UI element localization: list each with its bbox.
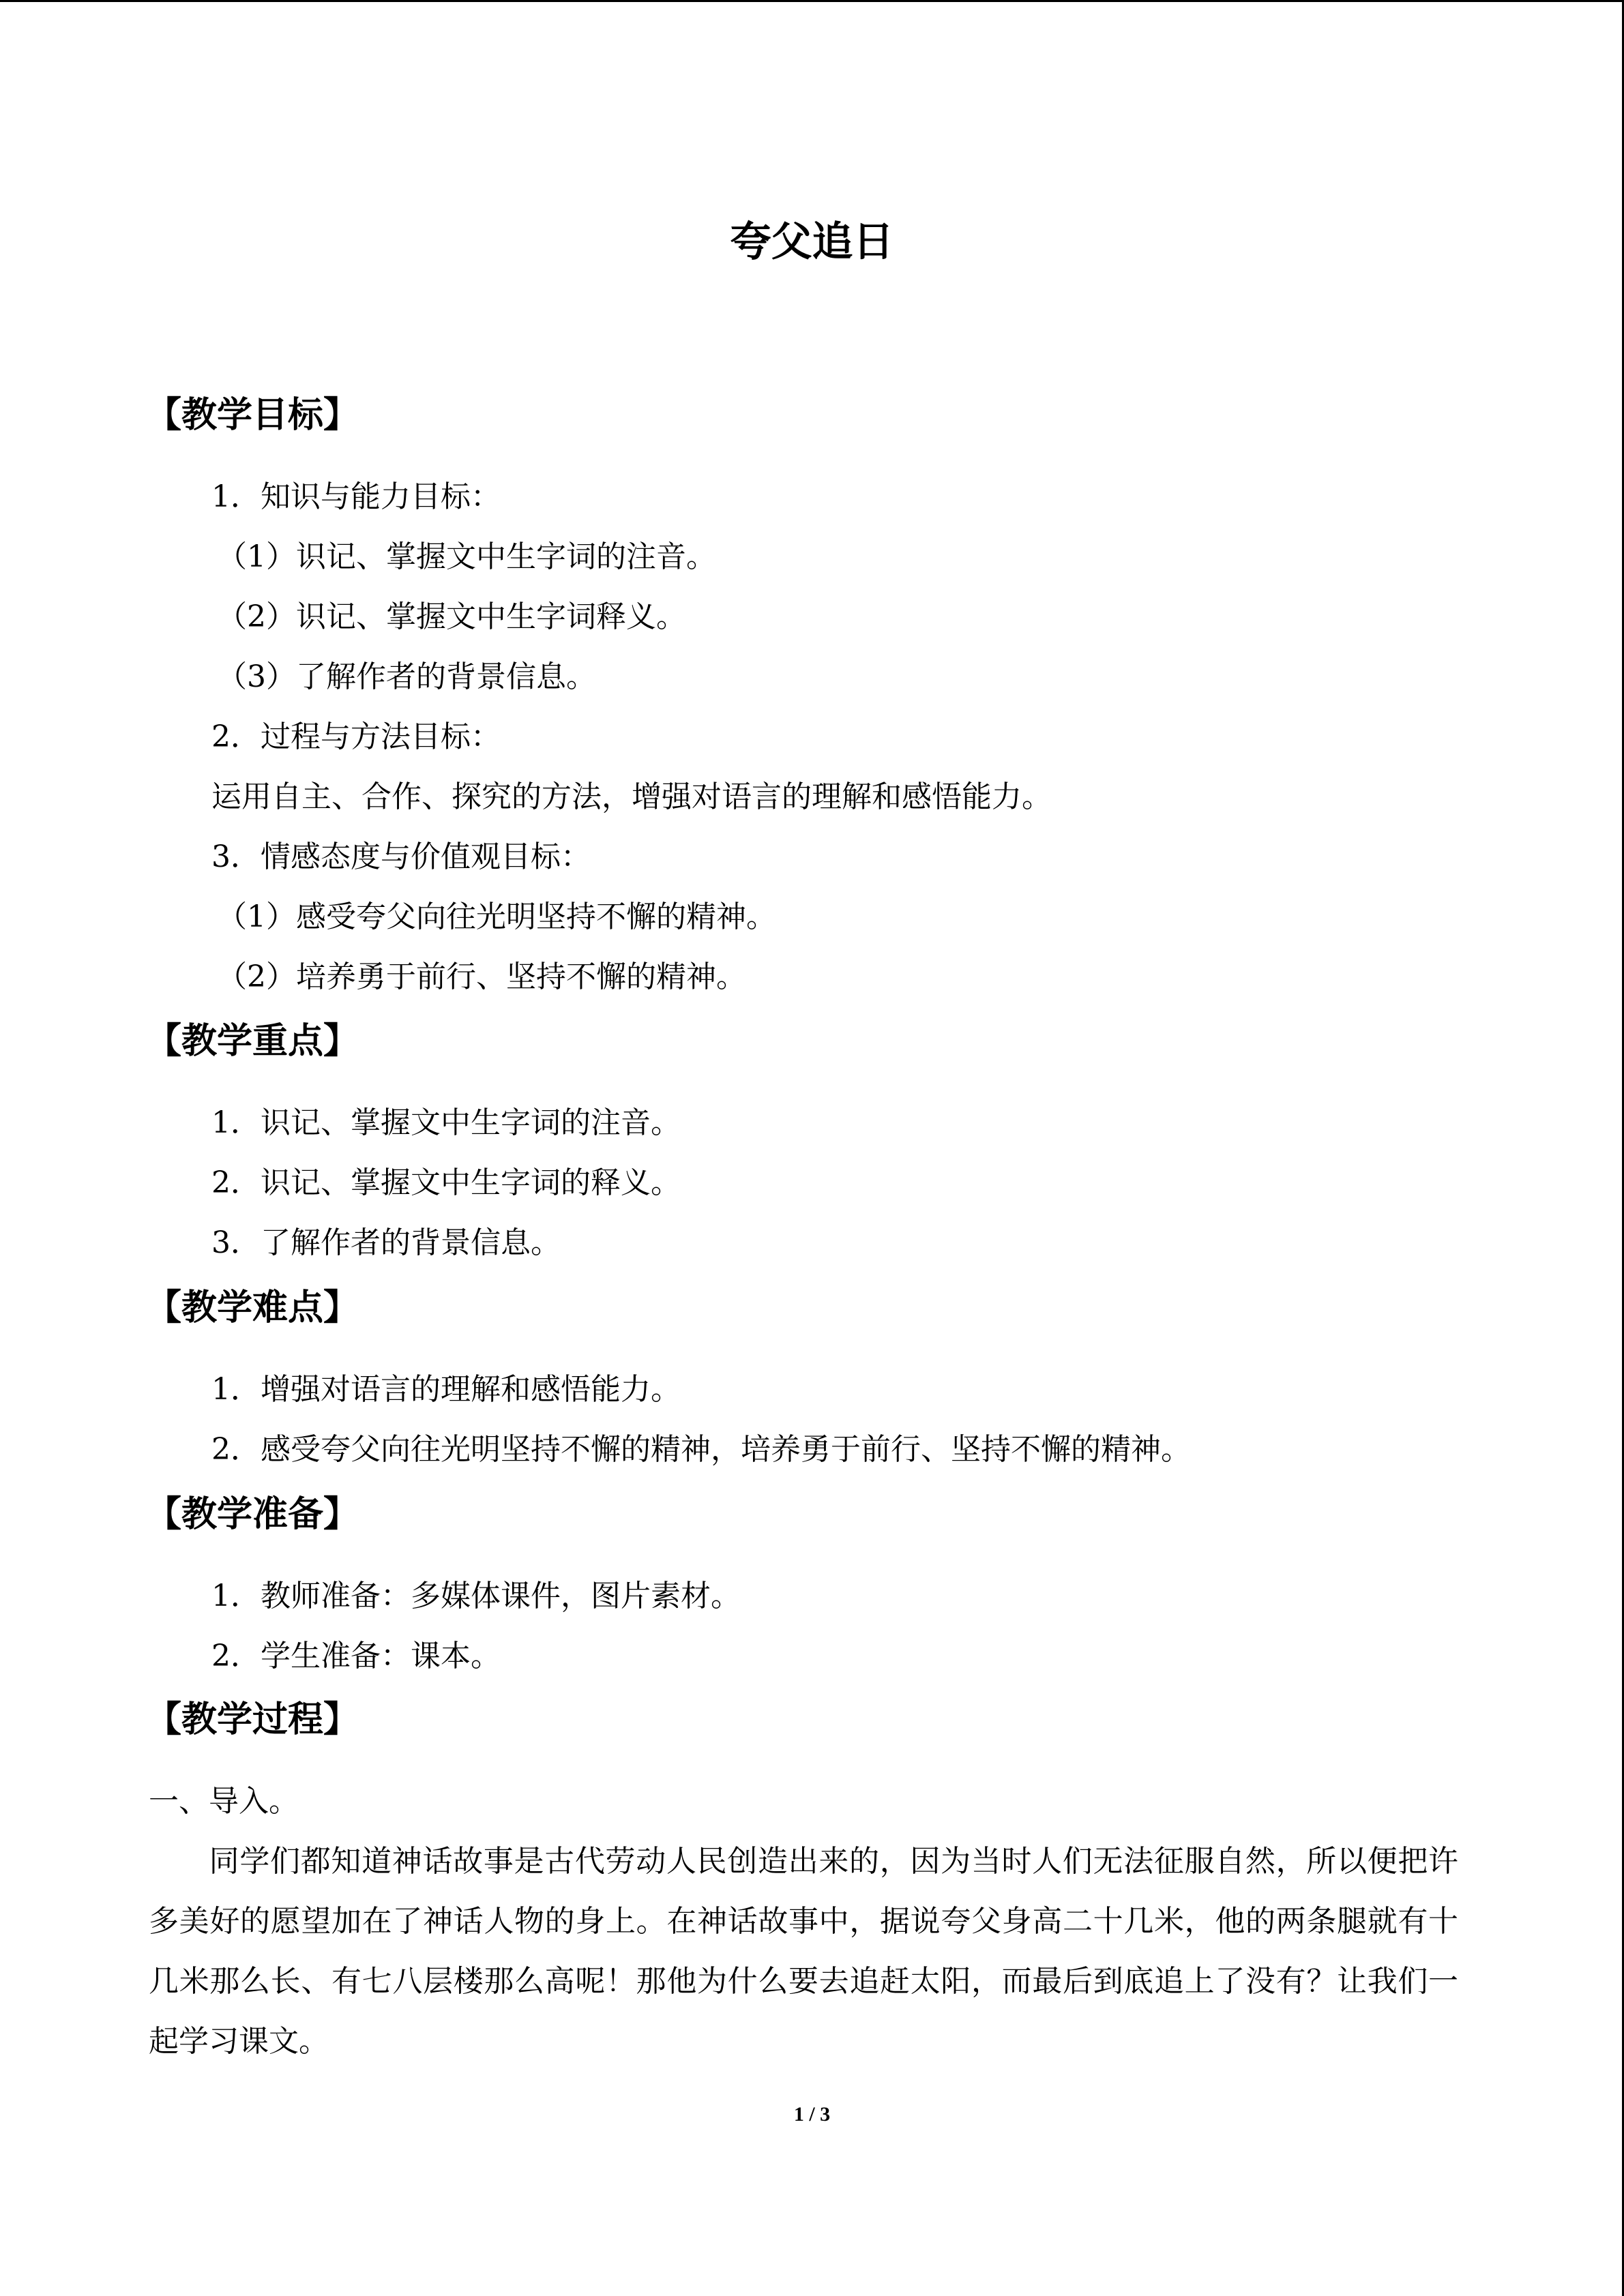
objective-item: 3．情感态度与价值观目标： [211,839,591,874]
objective-item: 1．知识与能力目标： [211,479,501,514]
objective-item: 2．过程与方法目标： [211,719,501,754]
objective-item: （2）培养勇于前行、坚持不懈的精神。 [217,959,746,994]
heading-objectives: 【教学目标】 [146,395,359,436]
preparation-item: 1．教师准备：多媒体课件，图片素材。 [211,1579,741,1613]
intro-paragraph-text: 同学们都知道神话故事是古代劳动人民创造出来的，因为当时人们无法征服自然，所以便把许多美好的愿望加在了神话人物的身上。在神话故事中，据说夸父身高二十几米，他的两条腿就有十几米那么长、有七八层楼那么高呢！那他为什么要去追赶太阳，而最后到底追上了没有？让我们一起学习课文。 [149,1844,1458,2059]
objective-item: （2）识记、掌握文中生字词释义。 [217,599,686,634]
page-number: 1 / 3 [793,2103,831,2126]
key-point-item: 2．识记、掌握文中生字词的释义。 [211,1165,681,1200]
intro-title: 一、导入。 [149,1784,299,1819]
objective-item: 运用自主、合作、探究的方法，增强对语言的理解和感悟能力。 [211,779,1052,814]
objective-item: （3）了解作者的背景信息。 [217,659,596,694]
key-point-item: 3．了解作者的背景信息。 [211,1225,561,1260]
key-point-item: 1．识记、掌握文中生字词的注音。 [211,1105,681,1140]
intro-paragraph [149,1832,1458,2072]
difficulty-item: 1．增强对语言的理解和感悟能力。 [211,1372,681,1407]
objective-item: （1）识记、掌握文中生字词的注音。 [217,539,716,574]
difficulty-item: 2．感受夸父向往光明坚持不懈的精神，培养勇于前行、坚持不懈的精神。 [211,1432,1191,1467]
heading-key-points: 【教学重点】 [146,1021,359,1062]
heading-difficulties: 【教学难点】 [146,1287,359,1328]
document-title: 夸父追日 [730,218,894,266]
preparation-item: 2．学生准备：课本。 [211,1639,501,1673]
heading-preparation: 【教学准备】 [146,1494,359,1535]
heading-process: 【教学过程】 [146,1699,359,1740]
objective-item: （1）感受夸父向往光明坚持不懈的精神。 [217,899,776,934]
